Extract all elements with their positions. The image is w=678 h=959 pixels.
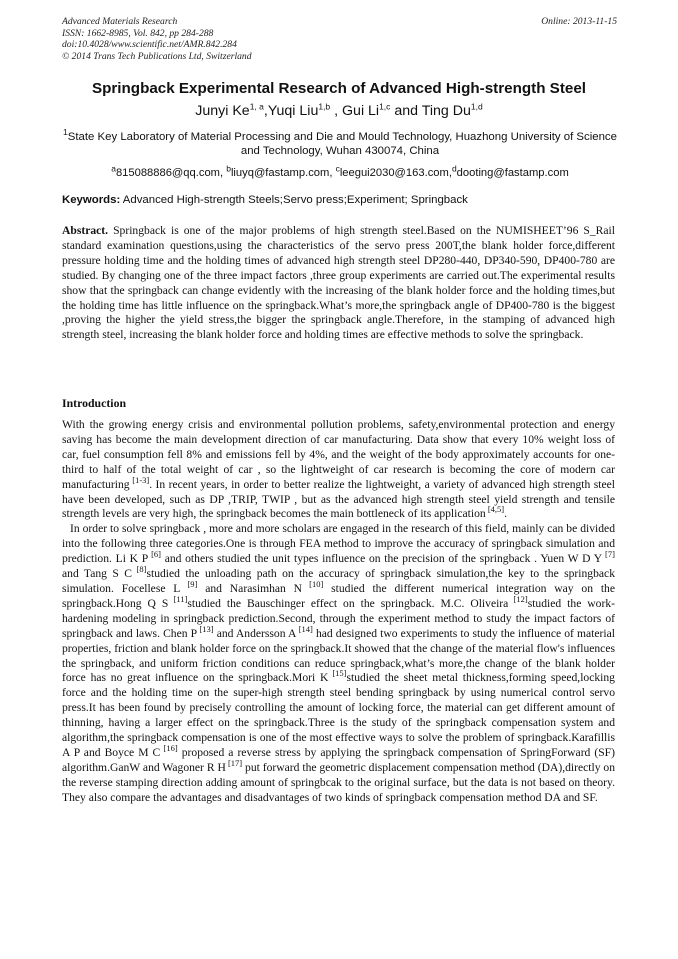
citation-ref: [6] — [148, 549, 161, 560]
author-separator: , — [330, 103, 339, 119]
paragraph-text: . — [504, 507, 508, 521]
author-affiliation-mark: 1,c — [379, 101, 391, 112]
paragraph-text: studied the Bauschinger effect on the springback. M.C. Oliveira — [187, 596, 509, 610]
citation-ref: [10] — [302, 579, 324, 590]
paper-title: Springback Experimental Research of Advanced High-strength Steel — [91, 80, 586, 97]
keywords-text: Advanced High-strength Steels;Servo press;Experiment; Springback — [122, 194, 468, 206]
keywords-label: Keywords: — [62, 194, 121, 206]
author-name: Junyi Ke — [195, 103, 250, 119]
affiliation-text: State Key Laboratory of Material Processing and Die and Mould Technology, Huazhong University of Science and Technology, Wuhan 430074, China — [67, 131, 617, 158]
author-list — [40, 102, 638, 120]
journal-issn: ISSN: 1662-8985, Vol. 842, pp 284-288 — [62, 27, 214, 39]
paragraph-text: and Narasimhan N — [197, 581, 303, 595]
citation-ref: [16] — [160, 743, 178, 754]
email-address[interactable]: 815088886@qq.com, — [115, 167, 224, 179]
citation-ref: [17] — [225, 757, 243, 768]
author-separator: and — [390, 103, 419, 119]
paragraph-text: . In recent years, in order to better realize the lightweight, a variety of advanced high strength steel have been developed, such as DP ,TRIP, TWIP , but as the advanced high strength steel yield strength and tensile strength levels are very high, the springback becomes the main bottleneck of its application — [62, 477, 615, 521]
intro-paragraph — [62, 522, 615, 805]
paragraph-text: put forward the geometric displacement compensation method (DA),directly on the reverse stamping direction adding amount of springbcak to the original surface, but the data is not based on theory. They also compare the advantages and disadvantages of two kinds of springback compensation method DA and SF. — [62, 760, 615, 804]
email-mark: d — [451, 163, 457, 174]
affiliation — [62, 127, 618, 158]
citation-ref: [13] — [197, 623, 214, 634]
citation-ref: [1-3] — [129, 474, 150, 485]
citation-ref: [8] — [131, 564, 147, 575]
paragraph-text: had designed two experiments to study the influence of material properties, friction and blank holder force on the springback.It showed that the change of the material flow's influences the springback, and uniform friction conditions can reduce springback,what’s more,the change of the blank holder force has no great influence on the springback.Mori K — [62, 626, 615, 685]
paragraph-text: studied the work-hardening modeling in springback prediction.Second, through the experiment method to study the impact factors of springback and laws. Chen P — [62, 596, 615, 640]
journal-name: Advanced Materials Research — [62, 16, 178, 27]
citation-ref: [7] — [602, 549, 615, 560]
citation-ref: [12] — [508, 594, 528, 605]
email-address[interactable]: leegui2030@163.com, — [339, 167, 452, 179]
email-mark: a — [111, 163, 116, 174]
intro-paragraph — [62, 418, 615, 522]
author-affiliation-mark: 1,d — [470, 101, 483, 112]
author-name: Yuqi Liu — [267, 103, 319, 119]
citation-ref: [11] — [168, 594, 188, 605]
author-separator: , — [263, 103, 268, 119]
affiliation-mark: 1 — [63, 127, 68, 138]
section-heading-introduction: Introduction — [62, 396, 127, 410]
author-name: Gui Li — [342, 103, 380, 119]
abstract-label: Abstract. — [62, 224, 109, 237]
paragraph-text: and others studied the unit types influence on the precision of the springback . Yuen W D Y — [160, 552, 603, 566]
author-affiliation-mark: 1, a — [249, 101, 264, 112]
citation-ref: [9] — [180, 579, 198, 590]
paragraph-text: In order to solve springback , more and more scholars are engaged in the research of this field, mainly can be divided into the following three categories.One is through FEA method to improve the accuracy of springback simulation and prediction. Li K P — [62, 522, 615, 566]
paragraph-text: proposed a reverse stress by applying the springback compensation of SpringForward (SF) algorithm.GanW and Wagoner R H — [62, 745, 615, 774]
email-address[interactable]: liuyq@fastamp.com, — [230, 167, 333, 179]
introduction-body — [62, 418, 615, 806]
paragraph-text: and Andersson A — [213, 626, 297, 640]
keywords — [62, 193, 618, 207]
email-address[interactable]: dooting@fastamp.com — [456, 167, 569, 179]
citation-ref: [14] — [296, 623, 313, 634]
journal-copyright: © 2014 Trans Tech Publications Ltd, Switzerland — [62, 50, 252, 62]
email-mark: b — [226, 163, 231, 174]
paragraph-text: and Tang S C — [62, 567, 132, 581]
journal-doi: doi:10.4028/www.scientific.net/AMR.842.284 — [62, 39, 237, 51]
abstract-text: Springback is one of the major problems of high strength steel.Based on the NUMISHEET’96 S_Rail standard examination questions,using the characteristics of the servo press 200T,the blank holder force,different pressure holding time and the holding times of advanced high strength steel DP280-440, DP340-590, DP400-780 are studied. By changing one of the three impact factors ,three group experiments are carried out.The experimental results show that the springback can change evidently with the increasing of the blank holder force and the holding times,but the holding time has little influence on the springback.What’s more,the springback angle of DP400-780 is the biggest ,proving the higher the yield stress,the bigger the springback angle.Therefore, in the stamping of advanced high strength steel, increasing the blank holder force and holding times are effective methods to solve the springback. — [62, 224, 615, 342]
journal-header — [62, 16, 617, 62]
email-mark: c — [335, 163, 340, 174]
paragraph-text: With the growing energy crisis and environmental pollution problems, safety,environmental protection and energy saving has become the main development direction of car manufacturing. Data show that every 10% weight loss of car, fuel consumption fell 8% and emissions fell by 4%, and the weight of the body approximately accounts for one-third to half of the total weight of car , so the lightweight of car research is becoming the core of modern car manufacturing — [62, 418, 615, 491]
citation-ref: [4,5] — [485, 504, 505, 515]
author-affiliation-mark: 1,b — [318, 101, 331, 112]
paragraph-text: studied the different numerical integration way on the springback.Hong Q S — [62, 581, 615, 610]
citation-ref: [15] — [328, 668, 347, 679]
online-date: Online: 2013-11-15 — [541, 16, 617, 27]
author-name: Ting Du — [421, 103, 471, 119]
abstract — [62, 224, 615, 343]
author-emails — [62, 163, 618, 180]
paragraph-text: studied the sheet metal thickness,forming speed,locking force and the holding time on the super-high strength steel bending springback by using numerical control servo press.It has been found by precisely controlling the amount of locking force, the material can get different amount of thinning, having a larger effect on the springback.Three is the study of the springback compensation system and algorithm,the springback compensation is one of the most effective ways to solve the problem of springback.Karafillis A P and Boyce M C — [62, 671, 615, 759]
paragraph-text: studied the unloading path on the accuracy of springback simulation,the key to the springback simulation. Focellese L — [62, 567, 615, 595]
